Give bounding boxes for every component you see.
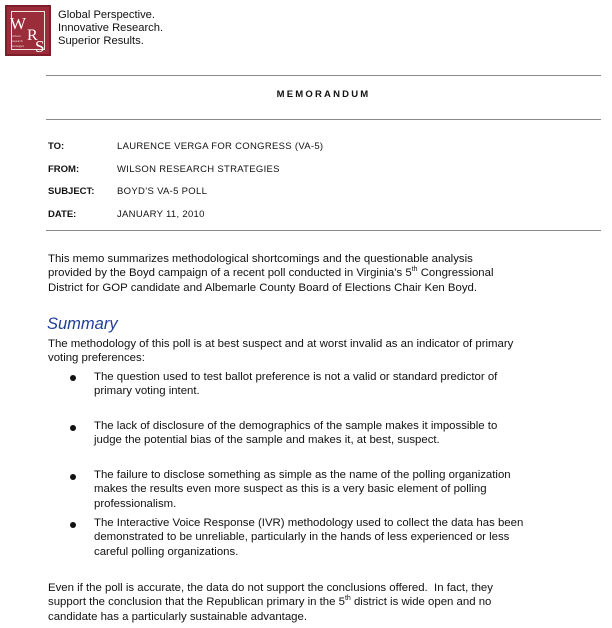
bullet-1-line-1: The question used to test ballot preference is not a valid or standard predictor of (94, 371, 498, 383)
logo-graphic (7, 7, 53, 58)
bullet-dot-icon (70, 522, 76, 528)
intro-paragraph (48, 252, 604, 295)
tagline-line-1: Global Perspective. (58, 9, 156, 21)
conclusion-line-2-text: support the conclusion that the Republican primary in the 5 (48, 596, 345, 609)
bullet-item-4 (94, 516, 606, 559)
logo-letter-s: S (35, 37, 45, 56)
from-label: FROM: (48, 164, 80, 175)
bullet-4-line-1: The Interactive Voice Response (IVR) methodology used to collect the data has been (94, 517, 524, 529)
intro-line-2 (48, 266, 604, 280)
conclusion-line-1: Even if the poll is accurate, the data do not support the conclusions offered. In fact, they (48, 582, 493, 594)
conclusion-paragraph (48, 581, 604, 624)
intro-ordinal-suffix: th (411, 266, 418, 274)
bullet-3-line-3: professionalism. (94, 497, 177, 510)
logo-small-text-2: research (12, 39, 23, 43)
header-bottom-rule (46, 230, 601, 231)
summary-heading: Summary (47, 315, 118, 333)
bullet-3-line-2: makes the results even more suspect as this is a very basic element of polling (94, 483, 487, 496)
bullet-dot-icon (70, 375, 76, 381)
company-logo (5, 5, 51, 56)
bullet-4-line-3: careful polling organizations. (94, 545, 239, 558)
tagline-line-2: Innovative Research. (58, 22, 164, 34)
conclusion-ordinal-suffix: th (344, 595, 351, 603)
bullet-dot-icon (70, 474, 76, 480)
date-label: DATE: (48, 209, 77, 220)
conclusion-line-3: candidate has a particularly sustainable advantage. (48, 610, 307, 623)
bullet-3-line-1: The failure to disclose something as simple as the name of the polling organization (94, 469, 511, 481)
from-value: WILSON RESEARCH STRATEGIES (117, 164, 280, 175)
to-value: LAURENCE VERGA FOR CONGRESS (VA-5) (117, 141, 324, 152)
bullet-item-3 (94, 468, 606, 511)
intro-line-3: District for GOP candidate and Albemarle County Board of Elections Chair Ken Boyd. (48, 281, 478, 294)
conclusion-line-2-rest: district is wide open and no (350, 596, 492, 609)
to-label: TO: (48, 141, 65, 152)
title-bottom-rule (46, 119, 601, 120)
summary-lead-line-2: voting preferences: (48, 352, 145, 365)
bullet-2-line-2: judge the potential bias of the sample and makes it, at best, suspect. (94, 434, 440, 447)
bullet-item-1 (94, 370, 606, 399)
logo-small-text-3: strategies (12, 44, 25, 48)
summary-lead (48, 337, 604, 366)
logo-small-text-1: wilson (12, 34, 21, 38)
intro-line-2-text: provided by the Boyd campaign of a recent poll conducted in Virginia’s 5 (48, 267, 412, 280)
logo-letter-w: W (10, 14, 27, 33)
intro-line-2-rest: Congressional (417, 267, 494, 280)
bullet-1-line-2: primary voting intent. (94, 385, 200, 398)
intro-line-1: This memo summarizes methodological shortcomings and the questionable analysis (48, 253, 473, 265)
bullet-dot-icon (70, 425, 76, 431)
logo-letter-r: R (27, 27, 38, 44)
tagline-line-3: Superior Results. (58, 35, 144, 47)
company-tagline (58, 9, 163, 48)
summary-lead-line-1: The methodology of this poll is at best suspect and at worst invalid as an indicator of primary (48, 338, 514, 350)
subject-value: BOYD’S VA-5 POLL (117, 186, 208, 197)
bullet-4-line-2: demonstrated to be unreliable, particularly in the hands of less experienced or less (94, 531, 510, 544)
conclusion-line-2 (48, 595, 604, 609)
subject-label: SUBJECT: (48, 186, 95, 197)
bullet-2-line-1: The lack of disclosure of the demographics of the sample makes it impossible to (94, 420, 498, 432)
bullet-item-2 (94, 419, 606, 448)
date-value: JANUARY 11, 2010 (117, 209, 205, 220)
top-rule (46, 75, 601, 76)
memo-title: MEMORANDUM (276, 89, 371, 100)
